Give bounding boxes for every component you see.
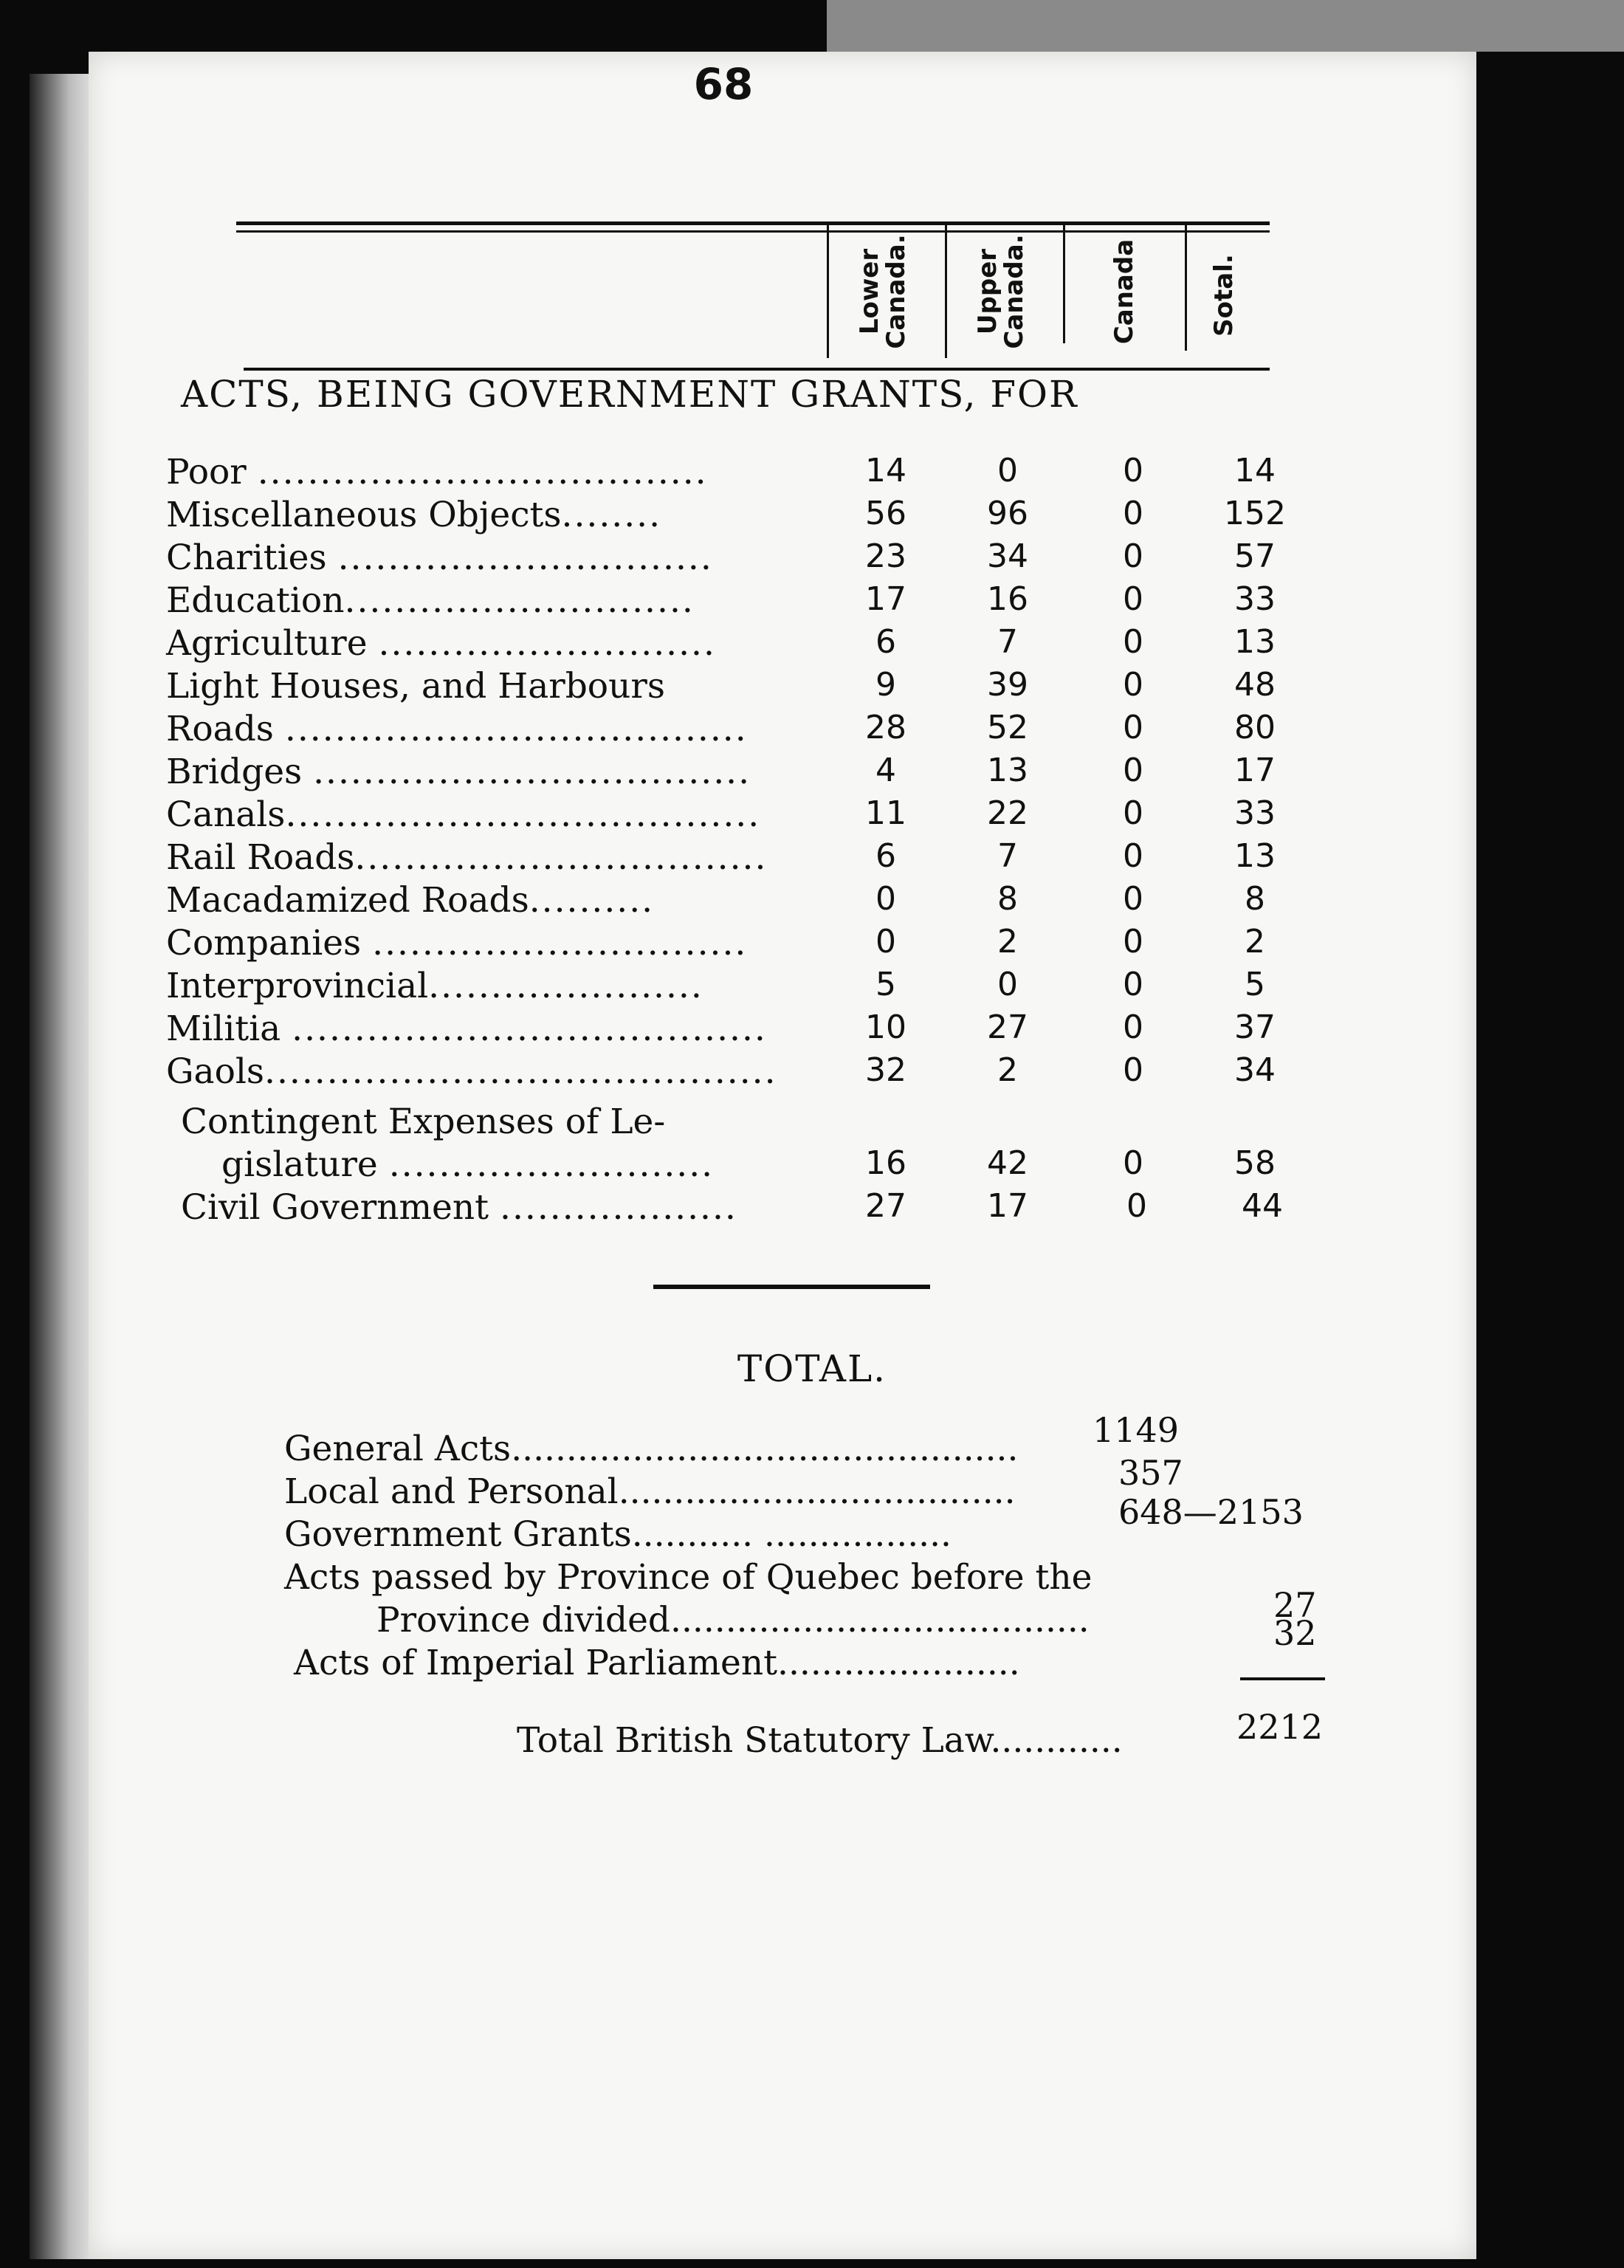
total-value: 152 [1224,495,1286,532]
leader-dots: ........................... [378,623,716,664]
total-value: 5 [1245,966,1265,1003]
totals-label: Total British Statutory Law [517,1720,991,1761]
leader-dots: ........... ................. [631,1514,952,1555]
table-row [181,1102,1362,1144]
total-value: 14 [1234,452,1276,489]
column-divider [1063,221,1065,343]
column-divider [827,221,829,358]
column-header-lower-canada: Lower Canada. [855,234,911,349]
lower-canada-value: 6 [875,837,896,875]
leader-dots: ................................. [354,837,768,878]
upper-canada-value: 42 [987,1144,1028,1182]
upper-canada-value: 16 [987,580,1028,618]
lower-canada-value: 32 [865,1051,906,1089]
leader-dots: .......................... [388,1144,715,1185]
canada-value: 0 [1123,623,1143,661]
table-row [166,1008,1347,1051]
row-label: Contingent Expenses of Le- [181,1102,666,1142]
upper-canada-value: 13 [987,752,1028,789]
lower-canada-value: 16 [865,1144,906,1182]
upper-canada-value: 39 [987,666,1028,704]
lower-canada-value: 4 [875,752,896,789]
table-row [166,709,1347,752]
leader-dots: ........ [561,495,662,535]
header-rule-under-columns [244,368,1270,371]
total-value: 2 [1245,923,1265,961]
totals-value: 2212 [1236,1707,1324,1747]
table-row [166,580,1347,623]
canada-value: 0 [1123,1144,1143,1182]
leader-dots: .................................... [618,1471,1016,1512]
row-label: Canals [166,794,286,835]
upper-canada-value: 52 [987,709,1028,746]
canada-value: 0 [1123,923,1143,961]
canada-value: 0 [1123,452,1143,489]
totals-value: 32 [1273,1613,1317,1653]
canada-value: 0 [1123,495,1143,532]
total-value: 13 [1234,623,1276,661]
row-label: Education [166,580,345,621]
canada-value: 0 [1123,752,1143,789]
background-page-edge [827,0,1624,52]
totals-label: Local and Personal [284,1471,619,1512]
leader-dots: ......................................... [264,1051,777,1092]
canada-value: 0 [1123,1008,1143,1046]
total-value: 33 [1234,794,1276,832]
leader-dots: ...................... [777,1643,1020,1683]
leader-dots: ............................ [344,580,695,621]
totals-value: 27 [1273,1585,1317,1625]
canada-value: 0 [1123,666,1143,704]
table-row [166,452,1347,495]
row-label: Roads [166,709,274,749]
row-label: Rail Roads [166,837,355,878]
canada-value: 0 [1123,794,1143,832]
canada-value: 0 [1123,837,1143,875]
column-header-upper-canada: Upper Canada. [973,234,1029,349]
lower-canada-value: 11 [865,794,906,832]
lower-canada-value: 14 [865,452,906,489]
leader-dots: .................................... [257,452,708,492]
total-value: 37 [1234,1008,1276,1046]
table-row [166,966,1347,1008]
header-rule-top [236,221,1270,225]
table-row [166,837,1347,880]
table-row [166,794,1347,837]
row-label: Macadamized Roads [166,880,529,921]
row-label: Interprovincial [166,966,429,1006]
total-value: 44 [1242,1187,1283,1225]
canada-value: 0 [1123,1051,1143,1089]
lower-canada-value: 6 [875,623,896,661]
lower-canada-value: 5 [875,966,896,1003]
row-label: Gaols [166,1051,265,1092]
totals-heading: TOTAL. [737,1347,887,1390]
leader-dots: .............................................. [511,1429,1019,1469]
lower-canada-value: 0 [875,923,896,961]
lower-canada-value: 56 [865,495,906,532]
table-row [166,923,1347,966]
totals-label: Acts passed by Province of Quebec before the [284,1557,1093,1598]
upper-canada-value: 34 [987,537,1028,575]
canada-value: 0 [1123,537,1143,575]
table-row [166,880,1347,923]
canada-value: 0 [1123,966,1143,1003]
totals-value: 357 [1118,1453,1183,1493]
table-row [166,666,1347,709]
row-label: Agriculture [166,623,368,664]
column-header-canada: Canada [1109,238,1139,345]
leader-dots: ..................................... [284,709,748,749]
totals-label: Province divided [376,1600,671,1640]
lower-canada-value: 0 [875,880,896,918]
upper-canada-value: 7 [997,623,1018,661]
leader-dots: .......... [529,880,655,921]
totals-label: Acts of Imperial Parliament [294,1643,777,1683]
column-divider [1185,221,1187,351]
row-label: Bridges [166,752,303,792]
upper-canada-value: 96 [987,495,1028,532]
sum-rule [1240,1677,1325,1680]
lower-canada-value: 17 [865,580,906,618]
lower-canada-value: 10 [865,1008,906,1046]
canada-value: 0 [1123,580,1143,618]
row-label: Civil Government [181,1187,489,1228]
row-label: Miscellaneous Objects [166,495,562,535]
lower-canada-value: 23 [865,537,906,575]
totals-label: General Acts [284,1429,512,1469]
leader-dots: .............................. [337,537,713,578]
upper-canada-value: 2 [997,1051,1018,1089]
upper-canada-value: 2 [997,923,1018,961]
totals-value: 1149 [1093,1410,1180,1450]
totals-label: Government Grants [284,1514,632,1555]
total-value: 17 [1234,752,1276,789]
row-label: Charities [166,537,327,578]
table-row [166,1051,1347,1094]
total-value: 57 [1234,537,1276,575]
section-heading: ACTS, BEING GOVERNMENT GRANTS, FOR [181,373,1078,416]
row-label: Companies [166,923,362,963]
lower-canada-value: 27 [865,1187,906,1225]
leader-dots: ...................... [428,966,703,1006]
canada-value: 0 [1123,709,1143,746]
leader-dots: ................... [500,1187,737,1228]
total-value: 33 [1234,580,1276,618]
total-value: 58 [1234,1144,1276,1182]
total-value: 34 [1234,1051,1276,1089]
leader-dots: ...................................... [670,1600,1090,1640]
canada-value: 0 [1126,1187,1147,1225]
total-value: 80 [1234,709,1276,746]
leader-dots: ................................... [313,752,751,792]
table-row [166,752,1347,794]
total-value: 48 [1234,666,1276,704]
row-label: Poor [166,452,247,492]
table-row [166,623,1347,666]
row-label: gislature [221,1144,378,1185]
upper-canada-value: 0 [997,966,1018,1003]
totals-value: 648—2153 [1118,1492,1304,1532]
leader-dots: .............................. [372,923,748,963]
lower-canada-value: 9 [875,666,896,704]
book-page-edges [30,74,96,2259]
leader-dots: ............ [990,1720,1123,1761]
column-divider [945,221,947,358]
upper-canada-value: 7 [997,837,1018,875]
table-row [166,537,1347,580]
column-header-total: Sotal. [1209,254,1239,337]
upper-canada-value: 0 [997,452,1018,489]
section-separator [653,1285,930,1289]
upper-canada-value: 8 [997,880,1018,918]
table-row [166,1144,1347,1187]
upper-canada-value: 22 [987,794,1028,832]
canada-value: 0 [1123,880,1143,918]
row-label: Light Houses, and Harbours [166,666,665,707]
upper-canada-value: 27 [987,1008,1028,1046]
table-row [166,495,1347,537]
row-label: Militia [166,1008,281,1049]
total-value: 8 [1245,880,1265,918]
total-value: 13 [1234,837,1276,875]
lower-canada-value: 28 [865,709,906,746]
leader-dots: ...................................... [285,794,761,835]
upper-canada-value: 17 [987,1187,1028,1225]
page-number: 68 [693,59,754,109]
leader-dots: ...................................... [292,1008,767,1049]
table-row [181,1187,1362,1230]
